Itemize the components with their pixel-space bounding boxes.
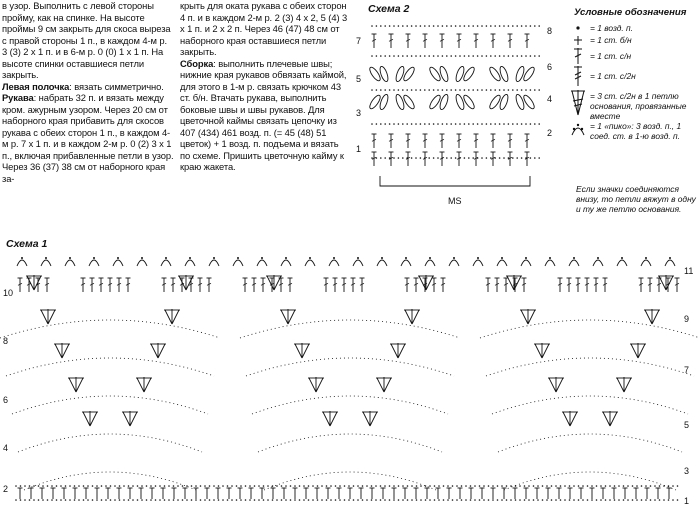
schema2-repeat-label: MS (448, 196, 462, 206)
schema1-row-right-5: 5 (684, 420, 690, 430)
schema1-title: Схема 1 (6, 238, 48, 250)
sleeves-paragraph (2, 92, 174, 184)
assembly-text: : выполнить плечевые швы; нижние края рукавов обвязать каймой, для этого в 1-м р. связать крючком 43 ст. б/н. Втачать рукава, выполнить боковые швы и швы рукавов. Для цветочной каймы связать цепочку из 407 (434) 461 возд. п. (= 45 (48) 51 цветок) + 1 возд. п. подъема и вязать по схеме. Пришить цветочную кайму к краю жакета. (180, 57, 347, 172)
picot-icon (568, 119, 588, 139)
schema2-row-left-7: 7 (356, 36, 362, 46)
legend-item-double (566, 47, 700, 65)
front-neckline-text: в узор. Выполнить с левой стороны пройму, как на спинке. На высоте проймы 9 см закрыть для скоса выреза с правой стороны 1 п., в каждом 4-м р. 3 (3) 2 х 1 п. и в 6-м р. 0 (0) 1 х 1 п. На высоте спинки оставшиеся петли закрыть. (2, 0, 171, 80)
schema2-row-right-6: 6 (547, 62, 553, 72)
sleeves-label: Рукава (2, 92, 34, 103)
treble-crochet-icon (568, 65, 588, 85)
schema1-row-right-11: 11 (684, 266, 694, 276)
sleeve-cap-text: крыть для оката рукава с обеих сторон 4 п. и в каждом 2-м р. 2 (3) 4 х 2, 5 (4) 3 х 1 п. и 2 х 2 п. Через 46 (47) 48 см от наборного края оставшиеся петли закрыть. (180, 0, 348, 57)
schema2-row-right-4: 4 (547, 94, 553, 104)
legend (566, 7, 700, 214)
left-front-text: : вязать симметрично. (69, 80, 164, 92)
legend-title: Условные обозначения (574, 7, 687, 18)
schema1-row-left-4: 4 (3, 443, 9, 453)
schema2-row-left-3: 3 (356, 108, 362, 118)
schema1-diagram (0, 248, 700, 513)
schema2-title: Схема 2 (368, 3, 410, 15)
legend-text-cluster: = 3 ст. с/2н в 1 петлю основания, провязанные вместе (590, 91, 687, 121)
legend-item-chain (566, 22, 700, 34)
schema1-row-left-10: 10 (3, 288, 14, 298)
text-column-2 (180, 0, 348, 173)
schema2-row-right-8: 8 (547, 26, 553, 36)
legend-text-treble: = 1 ст. с/2н (590, 71, 636, 81)
left-front-paragraph (2, 81, 174, 93)
schema1-row-right-7: 7 (684, 365, 690, 375)
legend-text-picot: = 1 «пико»: 3 возд. п., 1 соед. ст. в 1-ю возд. п. (590, 121, 682, 141)
assembly-paragraph (180, 58, 348, 173)
schema1-row-right-3: 3 (684, 466, 690, 476)
legend-note: Если значки соединяются внизу, то петли вяжут в одну и ту же петлю основания. (576, 184, 696, 214)
sleeves-text: : набрать 32 п. и вязать между кром. ажурным узором. Через 20 см от наборного края прибавить для скосов рукава с обеих сторон 1 п., в каждом 4-м р. 7 х 1 п. и в каждом 2-м р. 0 (2) 3 х 1 п., включая прибавленные петли в узор. Через 36 (37) 38 см от наборного края за- (2, 92, 174, 184)
left-front-label: Левая полочка (2, 80, 70, 92)
text-column-1 (2, 0, 174, 184)
double-crochet-icon (568, 47, 588, 67)
legend-text-chain: = 1 возд. п. (590, 23, 633, 33)
schema2-row-left-5: 5 (356, 74, 362, 84)
schema2-stitches (368, 25, 540, 186)
schema2-diagram (350, 16, 560, 226)
schema1-row-right-1: 1 (684, 496, 690, 506)
schema2-row-right-2: 2 (547, 128, 553, 138)
schema1-row-left-8: 8 (3, 336, 9, 346)
legend-item-treble (566, 65, 700, 87)
cluster-icon (568, 87, 588, 107)
legend-item-single (566, 34, 700, 47)
schema2-row-left-1: 1 (356, 144, 362, 154)
legend-item-picot (566, 119, 700, 153)
schema1-row-right-9: 9 (684, 314, 690, 324)
schema1-row-left-2: 2 (3, 484, 9, 494)
schema1-stitches (0, 257, 700, 501)
legend-text-double: = 1 ст. с/н (590, 51, 632, 61)
legend-text-single: = 1 ст. б/н (590, 35, 632, 45)
assembly-label: Сборка (180, 57, 214, 69)
legend-item-cluster (566, 87, 700, 119)
schema1-row-left-6: 6 (3, 395, 9, 405)
